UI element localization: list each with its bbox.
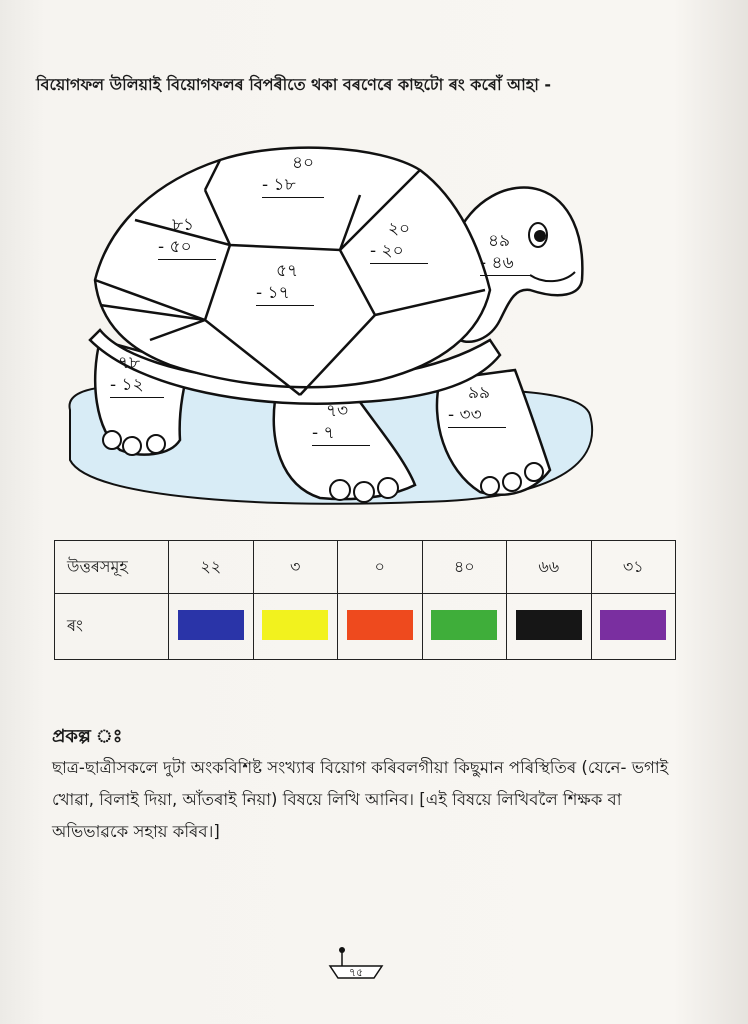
answer-cell: ২২	[169, 541, 254, 594]
answers-header: উত্তৰসমূহ	[55, 541, 169, 594]
color-swatch	[178, 610, 244, 640]
color-swatch	[431, 610, 497, 640]
turtle-drawing	[60, 140, 600, 510]
page-number-emblem	[326, 944, 386, 984]
problem-minuend: ৭৮	[118, 353, 141, 373]
answer-cell: ৩১	[591, 541, 676, 594]
problem-minuend: ৯৯	[468, 383, 491, 403]
colors-row	[55, 594, 676, 660]
problem-minuend: ৪০	[292, 153, 315, 173]
problem-subtrahend: - ৫০	[158, 236, 216, 260]
problem-subtrahend: - ২০	[370, 240, 428, 264]
color-cell	[169, 594, 254, 660]
problem-subtrahend: - ৭	[312, 422, 370, 446]
boat-icon	[326, 944, 386, 984]
problem-minuend: ৭৩	[326, 401, 349, 421]
color-swatch	[516, 610, 582, 640]
color-cell	[591, 594, 676, 660]
color-cell	[507, 594, 592, 660]
problem-shell-center	[256, 260, 314, 306]
problem-minuend: ৫৭	[276, 261, 299, 281]
answer-cell: ৬৬	[507, 541, 592, 594]
problem-shell-right	[370, 218, 428, 264]
page-number: ৭৫	[348, 966, 364, 979]
project-title: প্ৰকল্প ঃ	[52, 726, 123, 747]
color-cell	[338, 594, 423, 660]
problem-minuend: ২০	[388, 219, 411, 239]
problem-back-leg	[110, 352, 164, 398]
answer-cell: ৪০	[422, 541, 507, 594]
problem-subtrahend: - ১৭	[256, 282, 314, 306]
problem-shell-left	[158, 214, 216, 260]
answer-color-table	[54, 540, 676, 660]
problem-neck	[480, 230, 530, 276]
problem-subtrahend: - ৪৬	[480, 252, 530, 276]
problem-subtrahend: - ৩৩	[448, 404, 506, 428]
answer-cell: ০	[338, 541, 423, 594]
color-swatch	[347, 610, 413, 640]
color-swatch	[600, 610, 666, 640]
project-body: ছাত্ৰ-ছাত্ৰীসকলে দুটা অংকবিশিষ্ট সংখ্যাৰ বিয়োগ কৰিবলগীয়া কিছুমান পৰিস্থিতিৰ (যেনে- ভগাই খোৱা, বিলাই দিয়া, আঁতৰাই নিয়া) বিষয়ে লিখি আনিব। [এই বিষয়ে লিখিবলৈ শিক্ষক বা অভিভাৱকে সহায় কৰিব।]	[52, 758, 669, 841]
answers-row	[55, 541, 676, 594]
problem-front-left-leg	[312, 400, 370, 446]
color-cell	[253, 594, 338, 660]
color-swatch	[262, 610, 328, 640]
answer-cell: ৩	[253, 541, 338, 594]
problem-minuend: ৪৯	[488, 231, 511, 251]
problem-front-right-leg	[448, 382, 506, 428]
color-cell	[422, 594, 507, 660]
color-header: ৰং	[55, 594, 169, 660]
problem-shell-top	[262, 152, 324, 198]
instruction-text: বিয়োগফল উলিয়াই বিয়োগফলৰ বিপৰীতে থকা বৰণেৰে কাছটো ৰং কৰোঁ আহা -	[36, 75, 552, 94]
turtle-illustration	[60, 140, 600, 510]
problem-subtrahend: - ১২	[110, 374, 164, 398]
problem-subtrahend: - ১৮	[262, 174, 324, 198]
problem-minuend: ৮১	[172, 215, 195, 235]
